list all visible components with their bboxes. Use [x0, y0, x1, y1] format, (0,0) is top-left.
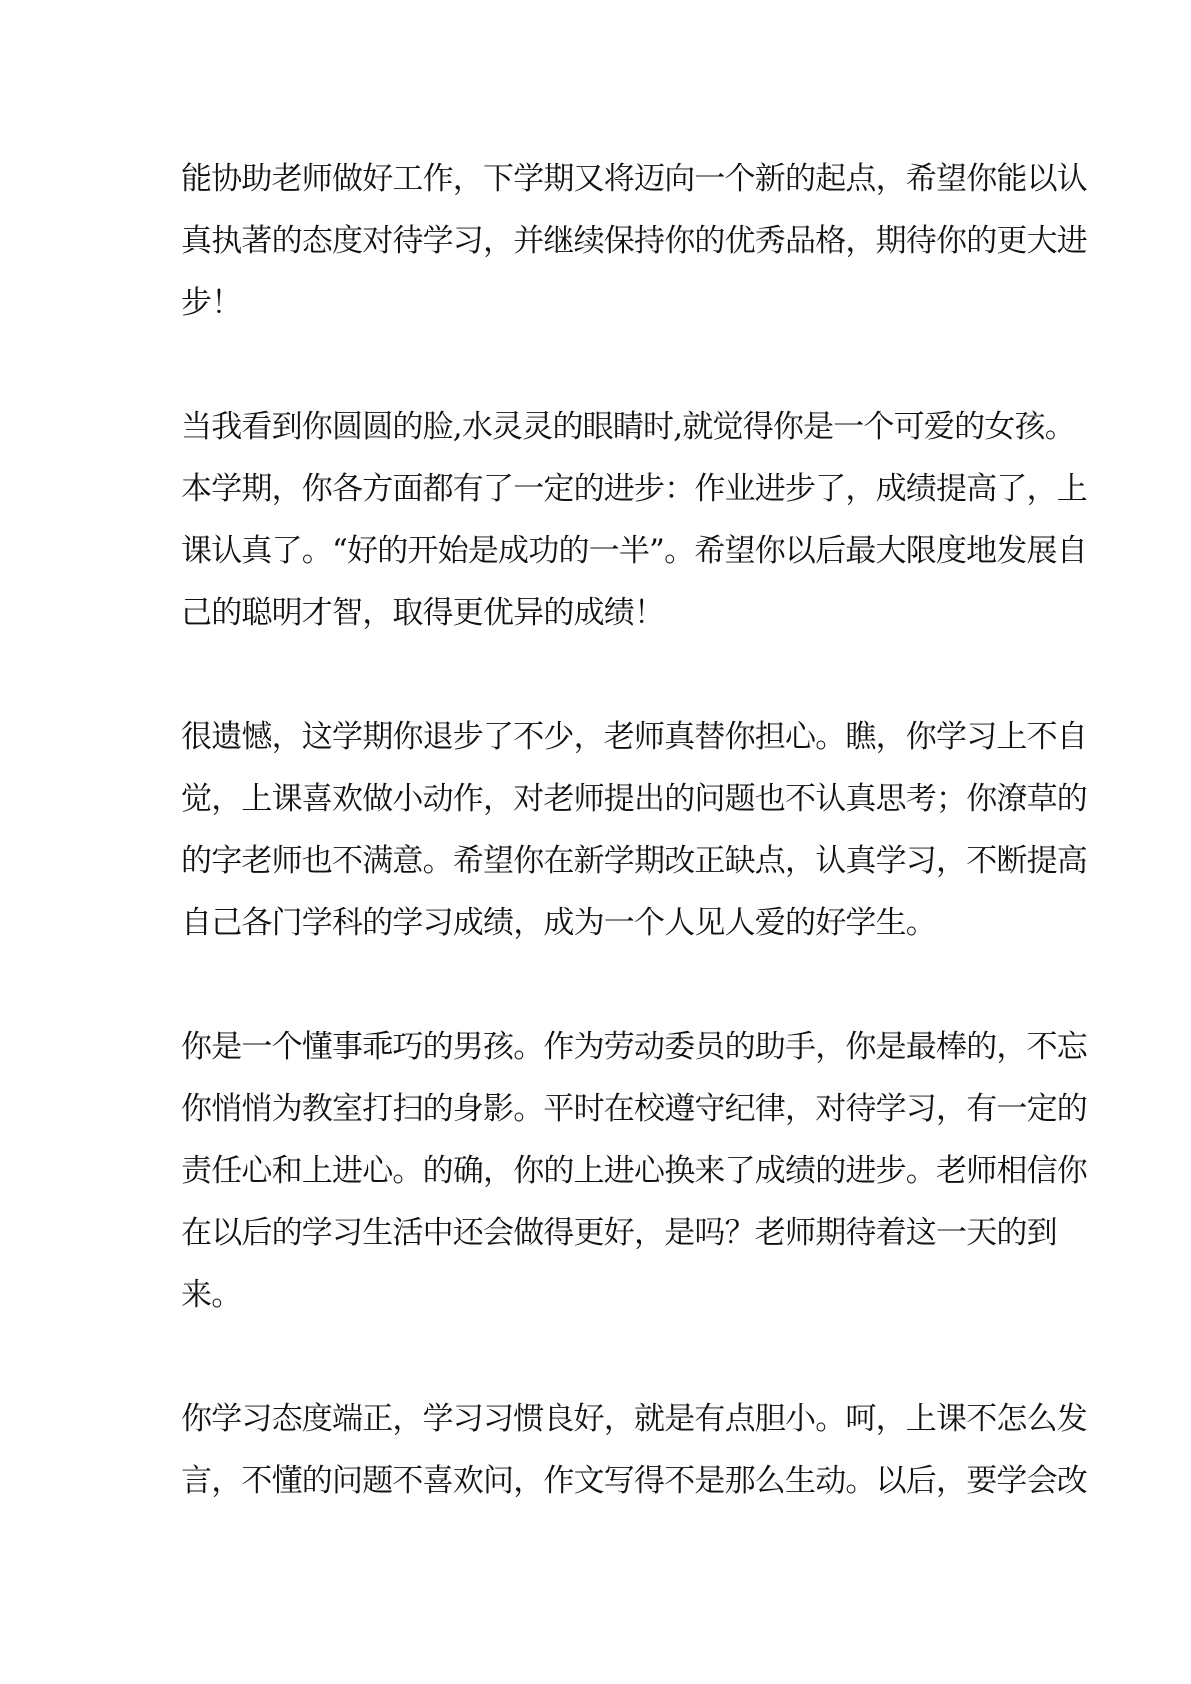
paragraph-spacer	[181, 1326, 1021, 1388]
paragraph-line: 你是一个懂事乖巧的男孩。作为劳动委员的助手，你是最棒的，不忘	[181, 1029, 1087, 1065]
paragraph-1	[181, 148, 1087, 334]
paragraph-spacer	[181, 954, 1021, 1016]
paragraph-line: 己的聪明才智，取得更优异的成绩！	[181, 595, 665, 631]
paragraph-line: 责任心和上进心。的确，你的上进心换来了成绩的进步。老师相信你	[181, 1153, 1087, 1189]
paragraph-5	[181, 1388, 1087, 1512]
paragraph-line: 课认真了。“好的开始是成功的一半”。希望你以后最大限度地发展自	[181, 533, 1087, 569]
paragraph-line: 自己各门学科的学习成绩，成为一个人见人爱的好学生。	[181, 905, 936, 941]
paragraph-4	[181, 1016, 1087, 1326]
paragraph-line: 觉，上课喜欢做小动作，对老师提出的问题也不认真思考；你潦草的	[181, 781, 1087, 817]
paragraph-2	[181, 396, 1087, 644]
paragraph-spacer	[181, 334, 1021, 396]
document-body	[181, 148, 1087, 1512]
paragraph-line: 能协助老师做好工作，下学期又将迈向一个新的起点，希望你能以认	[181, 161, 1087, 197]
paragraph-line: 言，不懂的问题不喜欢问，作文写得不是那么生动。以后，要学会改	[181, 1463, 1087, 1499]
paragraph-spacer	[181, 644, 1021, 706]
paragraph-line: 步！	[181, 285, 242, 321]
paragraph-line: 本学期，你各方面都有了一定的进步：作业进步了，成绩提高了，上	[181, 471, 1087, 507]
paragraph-line: 真执著的态度对待学习，并继续保持你的优秀品格，期待你的更大进	[181, 223, 1087, 259]
paragraph-line: 当我看到你圆圆的脸,水灵灵的眼睛时,就觉得你是一个可爱的女孩。	[181, 409, 1075, 445]
paragraph-line: 很遗憾，这学期你退步了不少，老师真替你担心。瞧，你学习上不自	[181, 719, 1087, 755]
paragraph-line: 你悄悄为教室打扫的身影。平时在校遵守纪律，对待学习，有一定的	[181, 1091, 1087, 1127]
paragraph-3	[181, 706, 1087, 954]
paragraph-line: 的字老师也不满意。希望你在新学期改正缺点，认真学习，不断提高	[181, 843, 1087, 879]
paragraph-line: 来。	[181, 1277, 242, 1313]
paragraph-line: 在以后的学习生活中还会做得更好，是吗？老师期待着这一天的到	[181, 1215, 1057, 1251]
paragraph-line: 你学习态度端正，学习习惯良好，就是有点胆小。呵，上课不怎么发	[181, 1401, 1087, 1437]
